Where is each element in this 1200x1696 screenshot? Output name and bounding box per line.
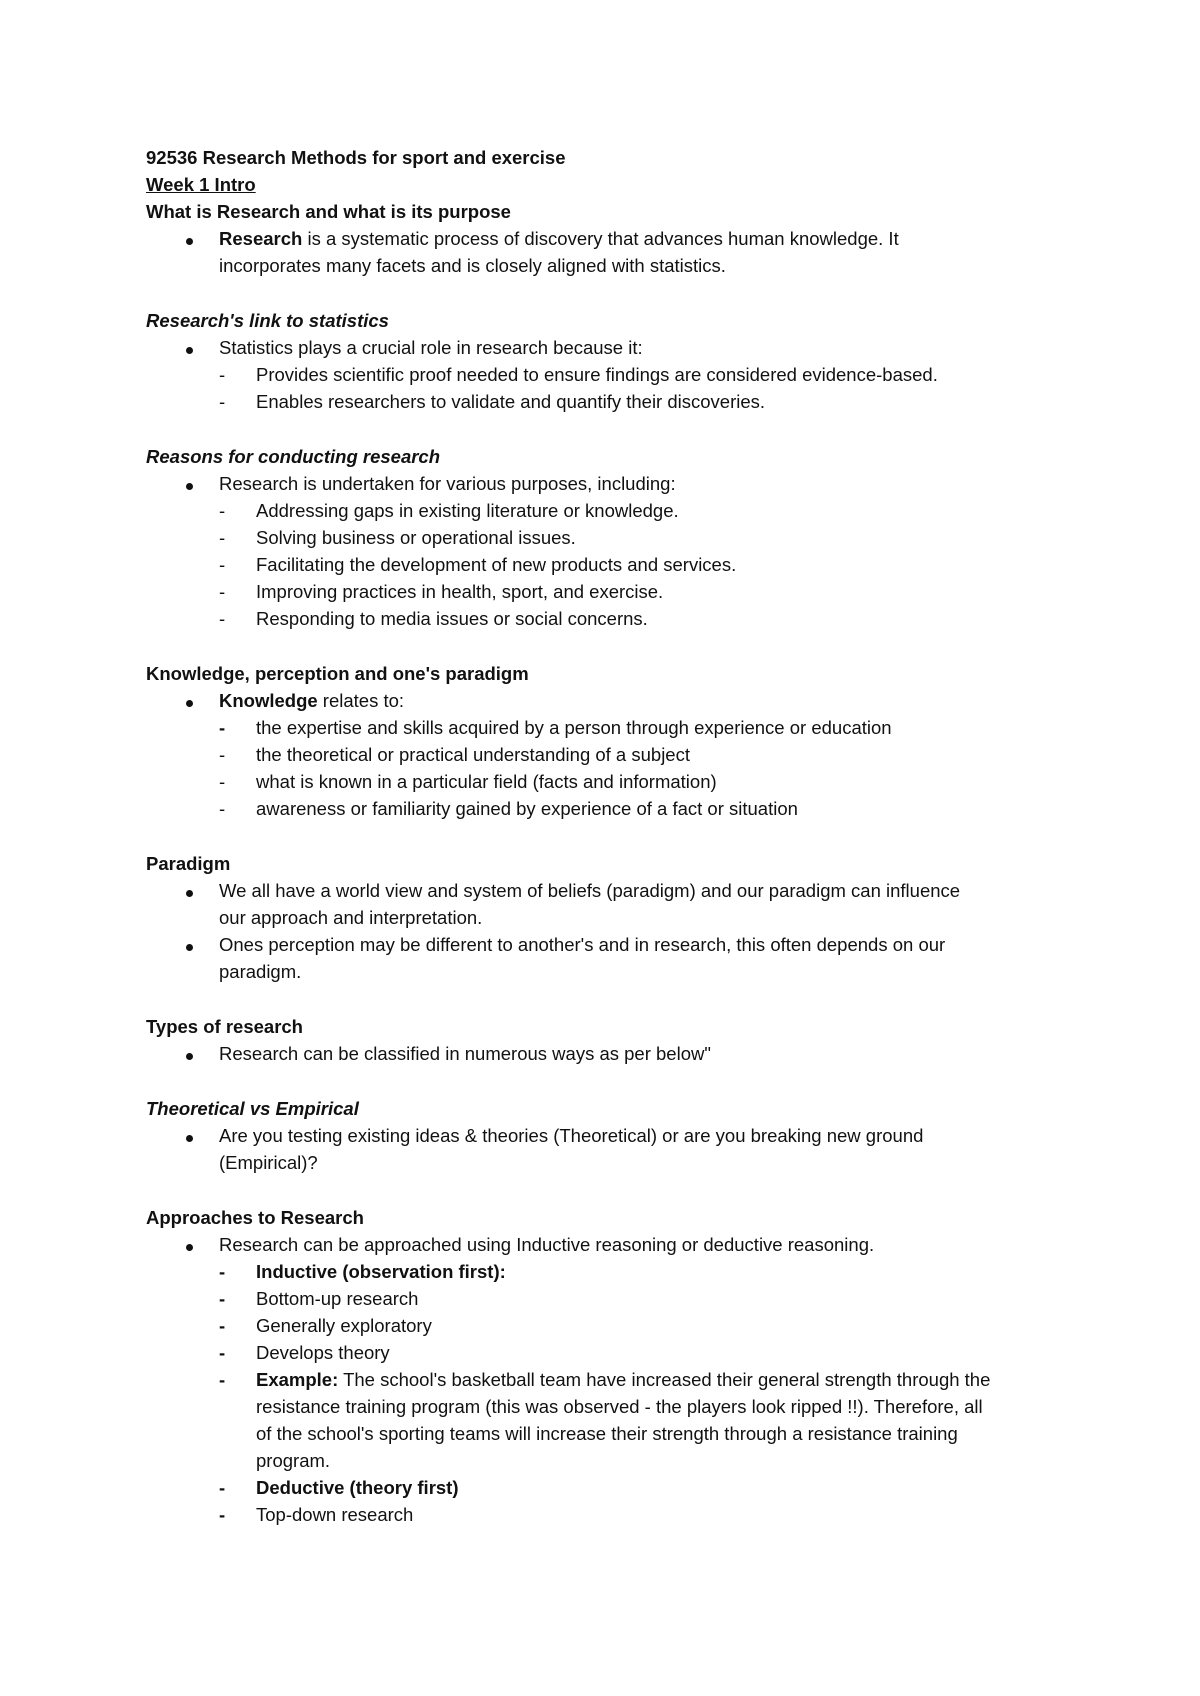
list-item: Bottom-up research bbox=[256, 1288, 419, 1309]
bullet-icon bbox=[186, 1053, 193, 1060]
week-heading: Week 1 Intro bbox=[146, 174, 256, 195]
dash-icon: - bbox=[219, 554, 226, 575]
section-heading-paradigm: Paradigm bbox=[146, 853, 231, 874]
dash-icon: - bbox=[219, 1315, 226, 1336]
dash-icon: - bbox=[219, 744, 226, 765]
list-item: Top-down research bbox=[256, 1504, 414, 1525]
list-item: Solving business or operational issues. bbox=[256, 527, 576, 548]
dash-icon: - bbox=[219, 581, 226, 602]
dash-icon: - bbox=[219, 1504, 226, 1525]
bullet-icon bbox=[186, 700, 193, 707]
dash-icon: - bbox=[219, 1288, 226, 1309]
list-item: Enables researchers to validate and quantify their discoveries. bbox=[256, 391, 766, 412]
paragraph-line: We all have a world view and system of beliefs (paradigm) and our paradigm can influence bbox=[219, 880, 961, 901]
list-item: Facilitating the development of new products and services. bbox=[256, 554, 737, 575]
dash-icon: - bbox=[219, 771, 226, 792]
paragraph-line: Ones perception may be different to another's and in research, this often depends on our bbox=[219, 934, 946, 955]
bullet-icon bbox=[186, 238, 193, 245]
dash-icon: - bbox=[219, 1342, 226, 1363]
list-item: the theoretical or practical understanding of a subject bbox=[256, 744, 690, 765]
bullet-icon bbox=[186, 1244, 193, 1251]
bullet-icon bbox=[186, 483, 193, 490]
paragraph-line: Example: The school's basketball team have increased their general strength through the bbox=[256, 1369, 991, 1390]
dash-icon: - bbox=[219, 717, 226, 738]
list-item: Improving practices in health, sport, and exercise. bbox=[256, 581, 664, 602]
list-item: Responding to media issues or social concerns. bbox=[256, 608, 648, 629]
paragraph-line: of the school's sporting teams will increase their strength through a resistance training bbox=[256, 1423, 958, 1444]
list-item: Inductive (observation first): bbox=[256, 1261, 506, 1282]
list-item: what is known in a particular field (facts and information) bbox=[256, 771, 717, 792]
paragraph-line: (Empirical)? bbox=[219, 1152, 318, 1173]
dash-icon: - bbox=[219, 500, 226, 521]
section-heading-theoretical-vs-empirical: Theoretical vs Empirical bbox=[146, 1098, 359, 1119]
bullet-icon bbox=[186, 944, 193, 951]
paragraph-line: program. bbox=[256, 1450, 331, 1471]
dash-icon: - bbox=[219, 527, 226, 548]
list-item: Statistics plays a crucial role in research because it: bbox=[219, 337, 643, 358]
dash-icon: - bbox=[219, 364, 226, 385]
list-item: Knowledge relates to: bbox=[219, 690, 405, 711]
bullet-icon bbox=[186, 347, 193, 354]
section-heading-knowledge: Knowledge, perception and one's paradigm bbox=[146, 663, 529, 684]
paragraph-line: incorporates many facets and is closely aligned with statistics. bbox=[219, 255, 726, 276]
list-item: Research can be approached using Inductive reasoning or deductive reasoning. bbox=[219, 1234, 875, 1255]
paragraph-line: Are you testing existing ideas & theories (Theoretical) or are you breaking new ground bbox=[219, 1125, 924, 1146]
section-heading-reasons: Reasons for conducting research bbox=[146, 446, 441, 467]
list-item: Provides scientific proof needed to ensure findings are considered evidence-based. bbox=[256, 364, 938, 385]
paragraph-line: our approach and interpretation. bbox=[219, 907, 483, 928]
list-item: Addressing gaps in existing literature or knowledge. bbox=[256, 500, 679, 521]
dash-icon: - bbox=[219, 798, 226, 819]
list-item: Deductive (theory first) bbox=[256, 1477, 459, 1498]
dash-icon: - bbox=[219, 608, 226, 629]
section-heading-types: Types of research bbox=[146, 1016, 303, 1037]
list-item: Research is undertaken for various purposes, including: bbox=[219, 473, 676, 494]
list-item: Research can be classified in numerous ways as per below" bbox=[219, 1043, 711, 1064]
section-heading-approaches: Approaches to Research bbox=[146, 1207, 364, 1228]
list-item: the expertise and skills acquired by a person through experience or education bbox=[256, 717, 892, 738]
dash-icon: - bbox=[219, 1369, 226, 1390]
dash-icon: - bbox=[219, 1261, 226, 1282]
dash-icon: - bbox=[219, 1477, 226, 1498]
list-item: awareness or familiarity gained by experience of a fact or situation bbox=[256, 798, 798, 819]
paragraph-line: Research is a systematic process of discovery that advances human knowledge. It bbox=[219, 228, 899, 249]
bullet-icon bbox=[186, 1135, 193, 1142]
section-heading-link-to-statistics: Research's link to statistics bbox=[146, 310, 389, 331]
list-item: Generally exploratory bbox=[256, 1315, 432, 1336]
paragraph-line: resistance training program (this was observed - the players look ripped !!). Therefore, all bbox=[256, 1396, 983, 1417]
section-heading-what-is-research: What is Research and what is its purpose bbox=[146, 201, 511, 222]
bullet-icon bbox=[186, 890, 193, 897]
paragraph-line: paradigm. bbox=[219, 961, 302, 982]
list-item: Develops theory bbox=[256, 1342, 390, 1363]
dash-icon: - bbox=[219, 391, 226, 412]
document-title: 92536 Research Methods for sport and exercise bbox=[146, 147, 566, 168]
